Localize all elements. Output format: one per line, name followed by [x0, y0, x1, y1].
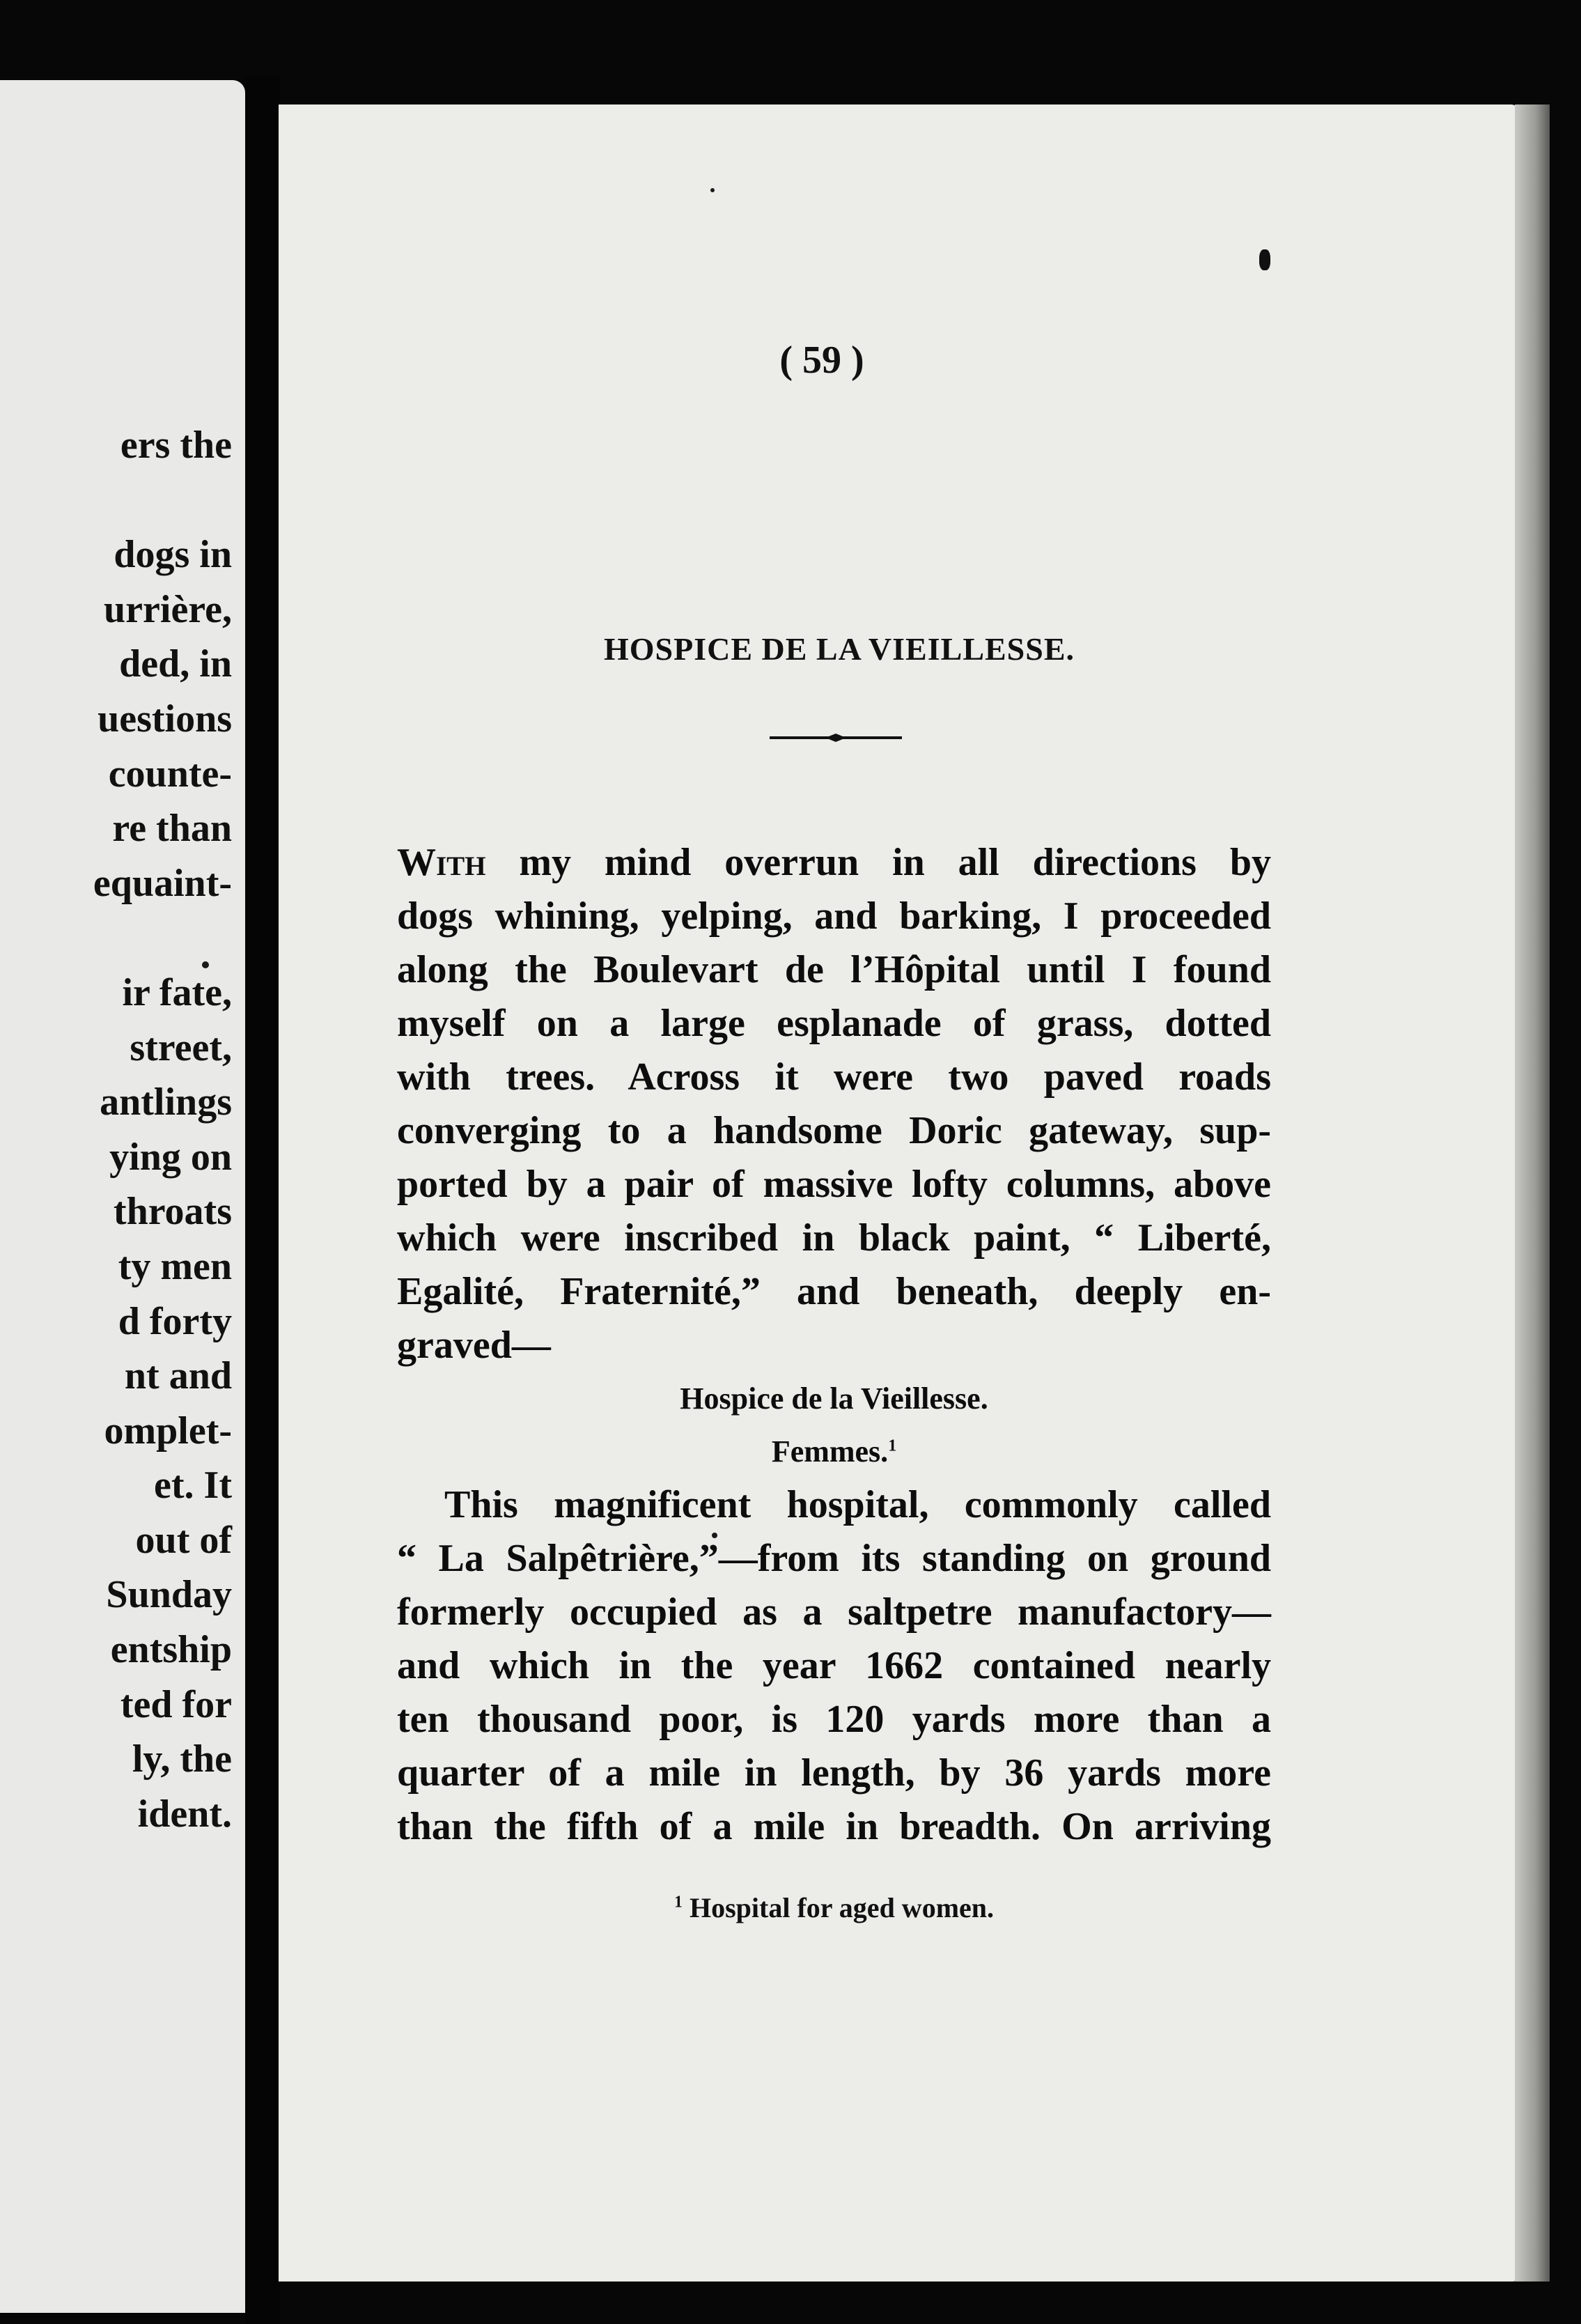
- left-line: ers the: [120, 424, 232, 467]
- left-line: ir fate,: [122, 970, 232, 1014]
- left-line: ying on: [109, 1135, 232, 1179]
- left-line: street,: [130, 1025, 232, 1069]
- ornament-rule: [770, 733, 902, 743]
- text-line: graved—: [397, 1324, 551, 1367]
- ink-blot: [1259, 249, 1270, 270]
- left-line: d forty: [118, 1299, 232, 1343]
- inscription-line-1: Hospice de la Vieillesse.: [680, 1381, 988, 1416]
- page-number: ( 59 ): [779, 339, 864, 382]
- left-line: ly, the: [132, 1737, 232, 1781]
- paragraph-2: [397, 1478, 1271, 1854]
- ink-speck: [202, 961, 209, 968]
- text-line: than the fifth of a mile in breadth. On arriving: [397, 1805, 1271, 1848]
- text-line: which were inscribed in black paint, “ Liberté,: [397, 1216, 1271, 1260]
- drop-word: With: [397, 841, 486, 884]
- text-line: This magnificent hospital, commonly called: [444, 1483, 1271, 1526]
- chapter-heading: HOSPICE DE LA VIEILLESSE.: [603, 631, 1075, 667]
- left-line: counte-: [108, 752, 232, 796]
- text-line: Egalité, Fraternité,” and beneath, deeply en-: [397, 1270, 1271, 1313]
- footnote-mark: 1: [673, 1893, 683, 1912]
- ink-speck: [710, 188, 715, 192]
- left-line: omplet-: [104, 1409, 232, 1452]
- text-line: myself on a large esplanade of grass, dotted: [397, 1002, 1271, 1045]
- text-line: ten thousand poor, is 120 yards more than a: [397, 1698, 1271, 1741]
- footnote-text: Hospital for aged women.: [689, 1892, 995, 1923]
- left-line: ty men: [118, 1244, 232, 1288]
- text-line: formerly occupied as a saltpetre manufactory—: [397, 1590, 1271, 1634]
- footnote-ref: 1: [888, 1436, 897, 1455]
- paragraph-1: [397, 836, 1271, 1372]
- left-line: [0, 911, 240, 966]
- text-line: converging to a handsome Doric gateway, sup-: [397, 1109, 1271, 1152]
- inscription-text: Femmes.: [771, 1434, 889, 1469]
- body-text: [397, 836, 1271, 1854]
- inscription-line-2: [397, 1425, 1271, 1478]
- text-line: dogs whining, yelping, and barking, I proceeded: [397, 894, 1271, 938]
- book-gutter: [245, 77, 280, 2324]
- left-line: urrière,: [104, 587, 232, 631]
- left-line: Sunday: [106, 1573, 232, 1617]
- left-line: dogs in: [114, 533, 232, 577]
- left-line: et. It: [154, 1464, 232, 1508]
- left-line: equaint-: [93, 861, 232, 905]
- left-line: ded, in: [119, 642, 232, 686]
- left-line: ident.: [137, 1792, 232, 1836]
- text-line: [397, 836, 1271, 890]
- left-line: re than: [112, 807, 232, 851]
- text-line: and which in the year 1662 contained nearly: [397, 1644, 1271, 1687]
- left-line: entship: [110, 1628, 232, 1672]
- left-line: out of: [135, 1518, 232, 1562]
- left-page-text: [0, 418, 240, 1841]
- page-edge-shadow: [1515, 104, 1550, 2282]
- text-line: quarter of a mile in length, by 36 yards more: [397, 1751, 1271, 1795]
- text-line: with trees. Across it were two paved roads: [397, 1055, 1271, 1099]
- footnote: [397, 1891, 1271, 1924]
- left-line: uestions: [98, 697, 232, 741]
- left-line: [0, 473, 240, 528]
- left-line: throats: [113, 1190, 232, 1234]
- left-line: ted for: [120, 1682, 232, 1726]
- text-line: ported by a pair of massive lofty columns, above: [397, 1163, 1271, 1206]
- line-text: my mind overrun in all directions by: [485, 841, 1271, 884]
- text-line: “ La Salpêtrière,”—from its standing on ground: [397, 1537, 1271, 1580]
- left-line: nt and: [124, 1354, 232, 1398]
- left-line: antlings: [100, 1080, 232, 1124]
- text-line: along the Boulevart de l’Hôpital until I found: [397, 948, 1271, 991]
